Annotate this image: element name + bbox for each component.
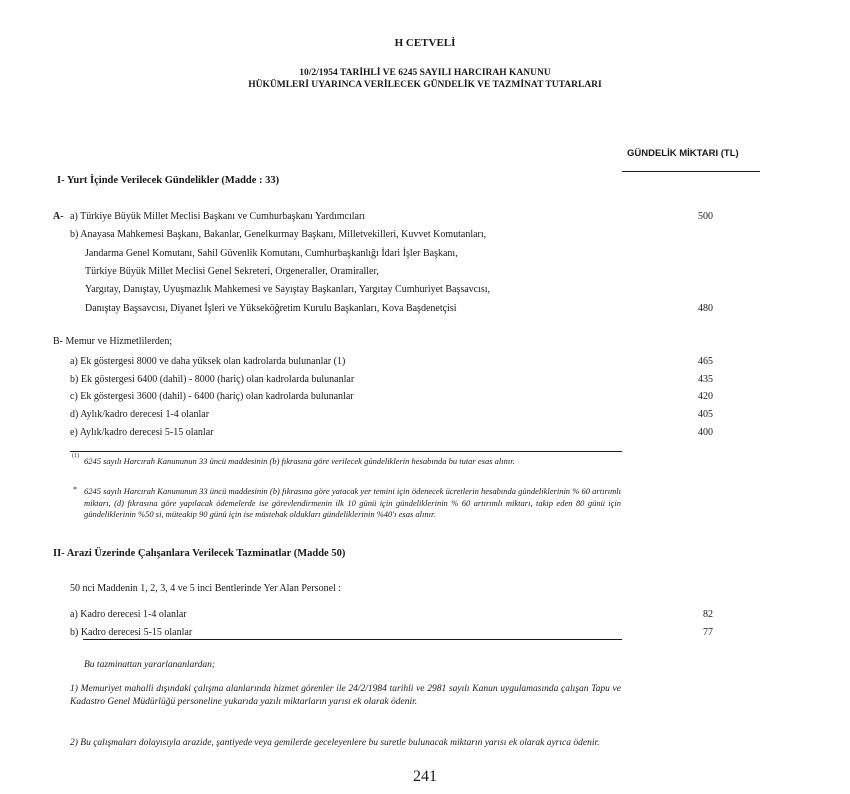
section-2-intro: 50 nci Maddenin 1, 2, 3, 4 ve 5 inci Bentlerinde Yer Alan Personel : xyxy=(70,583,342,594)
subtitle-line-1: 10/2/1954 TARİHLİ VE 6245 SAYILI HARCIRAH KANUNU xyxy=(299,68,551,78)
footnote-2: 6245 sayılı Harcırah Kanununun 33 üncü maddesinin (b) fıkrasına göre yatacak yer temini için ödenecek ücretlerin hesabında gündeliklerinin % 60 artırımlı miktarı, (d) fıkrasına göre yapılacak ödemelerde ise görevlendirmenin ilk 10 günü için gündeliklerinin % 60 artırımlı miktarı, takip eden 80 günü için gündeliklerinin %50 si, müteakip 90 günü için ise müstehak oldukları gündeliklerinin %40'ı esas alınır. xyxy=(84,486,621,519)
group-b-item-d-value: 405 xyxy=(698,409,713,420)
group-b-item-e: e) Aylık/kadro derecesi 5-15 olanlar xyxy=(70,427,214,438)
group-a-item-b-line-3: Türkiye Büyük Millet Meclisi Genel Sekreteri, Orgeneraller, Oramiraller, xyxy=(85,266,379,277)
footnote-2-marker: * xyxy=(73,485,77,494)
group-b-item-c: c) Ek göstergesi 3600 (dahil) - 6400 (hariç) olan kadrolarda bulunanlar xyxy=(70,391,354,402)
footnote-1: 6245 sayılı Harcırah Kanununun 33 üncü maddesinin (b) fıkrasına göre verilecek gündeliklerin hesabında bu tutar esas alınır. xyxy=(84,456,515,466)
section-2-item-a-value: 82 xyxy=(703,609,713,620)
section-2-item-b-value: 77 xyxy=(703,627,713,638)
group-a-item-b-line-2: Jandarma Genel Komutanı, Sahil Güvenlik Komutanı, Cumhurbaşkanlığı İdari İşler Başkanı, xyxy=(85,248,458,259)
section-2-note-heading: Bu tazminattan yararlananlardan; xyxy=(84,660,216,670)
group-a-item-b-line-4: Yargıtay, Danıştay, Uyuşmazlık Mahkemesi ve Sayıştay Başkanları, Yargıtay Cumhuriyet Başsavcısı, xyxy=(85,284,491,295)
section-1-heading: I- Yurt İçinde Verilecek Gündelikler (Madde : 33) xyxy=(57,175,280,186)
section-2-heading: II- Arazi Üzerinde Çalışanlara Verilecek Tazminatlar (Madde 50) xyxy=(53,548,346,559)
group-a-item-a: a) Türkiye Büyük Millet Meclisi Başkanı ve Cumhurbaşkanı Yardımcıları xyxy=(70,211,366,222)
page-title: H CETVELİ xyxy=(394,37,456,49)
group-b-item-a: a) Ek göstergesi 8000 ve daha yüksek olan kadrolarda bulunanlar (1) xyxy=(70,356,346,367)
group-b-item-c-value: 420 xyxy=(698,391,713,402)
group-b-item-e-value: 400 xyxy=(698,427,713,438)
section-2-item-a: a) Kadro derecesi 1-4 olanlar xyxy=(70,609,187,620)
column-header-rule xyxy=(622,171,760,172)
group-b-item-d: d) Aylık/kadro derecesi 1-4 olanlar xyxy=(70,409,210,420)
section-2-rule xyxy=(83,639,622,640)
section-2-note-1: 1) Memuriyet mahalli dışındaki çalışma alanlarında hizmet görenler ile 24/2/1984 tarihli ve 2981 sayılı Kanun uygulamasında çalışan Tapu ve Kadastro Genel Müdürlüğü personeline yukarıda yazılı miktarların yarısı ek olarak ödenir. xyxy=(70,684,621,707)
group-a-marker: A- xyxy=(53,211,64,222)
group-b-item-a-value: 465 xyxy=(698,356,713,367)
subtitle-line-2: HÜKÜMLERİ UYARINCA VERİLECEK GÜNDELİK VE TAZMİNAT TUTARLARI xyxy=(248,80,602,90)
group-b-item-b: b) Ek göstergesi 6400 (dahil) - 8000 (hariç) olan kadrolarda bulunanlar xyxy=(70,374,355,385)
column-header: GÜNDELİK MİKTARI (TL) xyxy=(627,148,739,159)
group-a-item-b-line-5: Danıştay Başsavcısı, Diyanet İşleri ve Yükseköğretim Kurulu Başkanları, Kova Başdenetçisi xyxy=(85,303,457,314)
group-a-item-b-value: 480 xyxy=(698,303,713,314)
group-b-heading: B- Memur ve Hizmetlilerden; xyxy=(53,336,173,347)
footnote-1-marker: (1) xyxy=(72,453,79,459)
section-2-item-b: b) Kadro derecesi 5-15 olanlar xyxy=(70,627,193,638)
section-1-rule xyxy=(70,451,622,452)
section-2-note-2: 2) Bu çalışmaları dolayısıyla arazide, şantiyede veya gemilerde geceleyenlere bu suretle bulunacak miktarın yarısı ek olarak ayrıca ödenir. xyxy=(70,738,600,748)
group-a-item-b-line-1: b) Anayasa Mahkemesi Başkanı, Bakanlar, Genelkurmay Başkanı, Milletvekilleri, Kuvvet Komutanları, xyxy=(70,229,487,240)
page-number: 241 xyxy=(413,768,437,785)
group-a-item-a-value: 500 xyxy=(698,211,713,222)
group-b-item-b-value: 435 xyxy=(698,374,713,385)
